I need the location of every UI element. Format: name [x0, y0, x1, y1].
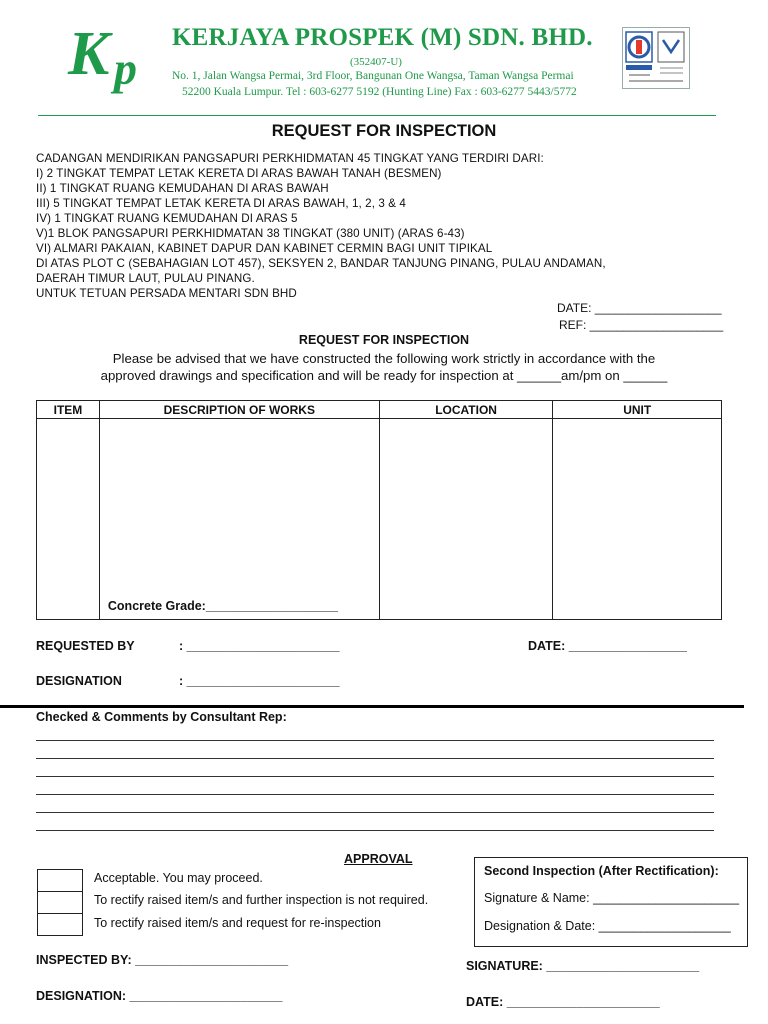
- column-header-description: DESCRIPTION OF WORKS: [99, 401, 379, 419]
- svg-text:K: K: [68, 20, 110, 88]
- second-designation-field[interactable]: Designation & Date: ___________________: [484, 919, 731, 933]
- location-cell[interactable]: [379, 419, 553, 620]
- comment-line[interactable]: [36, 758, 714, 759]
- description-cell[interactable]: [99, 419, 379, 620]
- document-title: REQUEST FOR INSPECTION: [271, 122, 497, 140]
- company-logo: [66, 12, 162, 98]
- project-line: III) 5 TINGKAT TEMPAT LETAK KERETA DI ARAS BAWAH, 1, 2, 3 & 4: [36, 197, 406, 210]
- approval-checkbox-reinspect[interactable]: [37, 913, 83, 936]
- section-title: REQUEST FOR INSPECTION: [298, 333, 470, 347]
- project-line: DAERAH TIMUR LAUT, PULAU PINANG.: [36, 272, 255, 285]
- consultant-comments-label: Checked & Comments by Consultant Rep:: [36, 710, 287, 724]
- approval-title: APPROVAL: [344, 852, 413, 866]
- project-line: DI ATAS PLOT C (SEBAHAGIAN LOT 457), SEKSYEN 2, BANDAR TANJUNG PINANG, PULAU ANDAMAN,: [36, 257, 606, 270]
- comment-line[interactable]: [36, 776, 714, 777]
- requested-by-label: REQUESTED BY: [36, 639, 135, 653]
- company-address: No. 1, Jalan Wangsa Permai, 3rd Floor, Bangunan One Wangsa, Taman Wangsa Permai: [172, 70, 574, 82]
- company-reg-no: (352407-U): [350, 56, 402, 68]
- project-line: VI) ALMARI PAKAIAN, KABINET DAPUR DAN KABINET CERMIN BAGI UNIT TIPIKAL: [36, 242, 493, 255]
- project-line: I) 2 TINGKAT TEMPAT LETAK KERETA DI ARAS BAWAH TANAH (BESMEN): [36, 167, 442, 180]
- comment-line[interactable]: [36, 812, 714, 813]
- notice-text: Please be advised that we have constructed the following work strictly in accordance with the: [112, 351, 656, 366]
- signature-field[interactable]: SIGNATURE: ______________________: [466, 959, 700, 973]
- comment-line[interactable]: [36, 740, 714, 741]
- comment-line[interactable]: [36, 794, 714, 795]
- project-line: UNTUK TETUAN PERSADA MENTARI SDN BHD: [36, 287, 297, 300]
- requested-by-field[interactable]: : ______________________: [179, 639, 340, 653]
- approval-option-label: To rectify raised item/s and further inspection is not required.: [94, 893, 429, 907]
- second-inspection-title: Second Inspection (After Rectification):: [484, 864, 719, 878]
- company-name: KERJAYA PROSPEK (M) SDN. BHD.: [172, 24, 593, 51]
- second-inspection-box: [474, 857, 748, 947]
- table-header-row: [37, 401, 722, 419]
- section-divider: [0, 705, 744, 708]
- comment-line[interactable]: [36, 830, 714, 831]
- column-header-location: LOCATION: [379, 401, 553, 419]
- request-date-field[interactable]: DATE: _________________: [528, 639, 687, 653]
- inspector-designation-field[interactable]: DESIGNATION: ______________________: [36, 989, 283, 1003]
- item-cell[interactable]: [37, 419, 100, 620]
- column-header-item: ITEM: [37, 401, 100, 419]
- footer-date-field[interactable]: DATE: ______________________: [466, 995, 660, 1009]
- works-table: [36, 400, 722, 620]
- approval-checkbox-acceptable[interactable]: [37, 869, 83, 892]
- ref-field[interactable]: REF: ____________________: [559, 318, 724, 332]
- date-field[interactable]: DATE: ___________________: [557, 301, 722, 315]
- unit-cell[interactable]: [553, 419, 722, 620]
- project-line: II) 1 TINGKAT RUANG KEMUDAHAN DI ARAS BAWAH: [36, 182, 329, 195]
- approval-option-label: Acceptable. You may proceed.: [94, 871, 263, 885]
- table-row: [37, 419, 722, 620]
- designation-label: DESIGNATION: [36, 674, 122, 688]
- approval-checkbox-rectify[interactable]: [37, 891, 83, 914]
- designation-field[interactable]: : ______________________: [179, 674, 340, 688]
- company-contact: 52200 Kuala Lumpur. Tel : 603-6277 5192 (Hunting Line) Fax : 603-6277 5443/5772: [182, 86, 577, 98]
- second-signature-field[interactable]: Signature & Name: _____________________: [484, 891, 740, 905]
- project-line: CADANGAN MENDIRIKAN PANGSAPURI PERKHIDMATAN 45 TINGKAT YANG TERDIRI DARI:: [36, 152, 544, 165]
- svg-text:p: p: [114, 43, 137, 94]
- project-line: V)1 BLOK PANGSAPURI PERKHIDMATAN 38 TINGKAT (380 UNIT) (ARAS 6-43): [36, 227, 465, 240]
- header-divider: [38, 115, 716, 116]
- project-line: IV) 1 TINGKAT RUANG KEMUDAHAN DI ARAS 5: [36, 212, 298, 225]
- concrete-grade-field[interactable]: Concrete Grade:___________________: [107, 599, 338, 613]
- inspected-by-field[interactable]: INSPECTED BY: ______________________: [36, 953, 289, 967]
- certification-badge: [622, 27, 690, 89]
- column-header-unit: UNIT: [553, 401, 722, 419]
- approval-option-label: To rectify raised item/s and request for re-inspection: [94, 916, 381, 930]
- notice-text: approved drawings and specification and will be ready for inspection at ______am/pm on ______: [100, 368, 668, 383]
